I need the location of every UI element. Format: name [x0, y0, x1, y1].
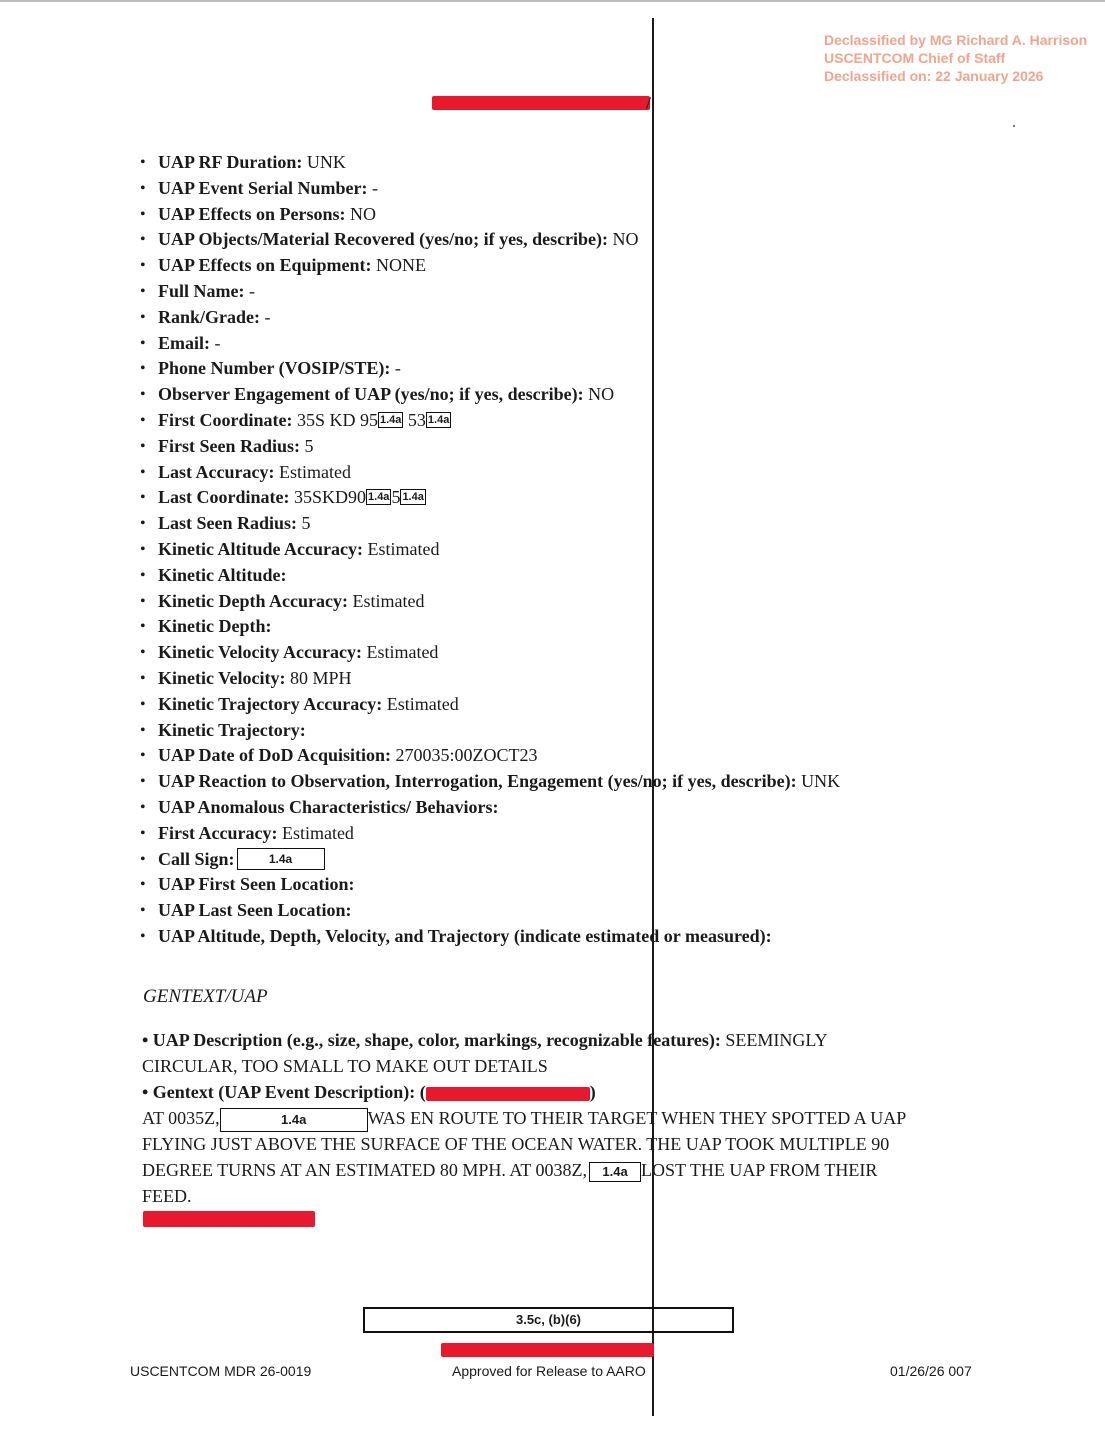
field-value: Estimated: [382, 693, 459, 714]
field-item: [140, 408, 1040, 434]
field-item: [140, 795, 1040, 821]
redaction-box: 1.4a: [402, 491, 424, 504]
event-line-3: [142, 1157, 877, 1183]
field-label: UAP Effects on Equipment:: [158, 255, 372, 276]
field-value: 35S KD 95: [292, 409, 378, 430]
field-label: Kinetic Velocity Accuracy:: [158, 642, 362, 663]
uap-field-list: [140, 150, 1040, 950]
stamp-line-3: Declassified on: 22 January 2026: [824, 68, 1044, 84]
field-item: [140, 382, 1040, 408]
event-line-3-start: DEGREE TURNS AT AN ESTIMATED 80 MPH. AT 0038Z,: [142, 1160, 588, 1180]
field-label: Last Accuracy:: [158, 461, 275, 482]
field-value: 5: [300, 435, 314, 456]
field-label: UAP Date of DoD Acquisition:: [158, 745, 391, 766]
gentext-event-label: • Gentext (UAP Event Description):: [142, 1082, 416, 1102]
field-label: Kinetic Velocity:: [158, 667, 286, 688]
field-label: First Seen Radius:: [158, 435, 301, 456]
top-border: [0, 0, 1105, 2]
field-item: [140, 150, 1040, 176]
field-value: 5: [297, 513, 311, 534]
event-line-4: FEED.: [142, 1186, 192, 1206]
field-label: UAP First Seen Location:: [158, 874, 355, 895]
field-label: Last Coordinate:: [158, 487, 290, 508]
field-item: [140, 279, 1040, 305]
field-item: [140, 847, 1040, 873]
field-item: [140, 872, 1040, 898]
field-label: First Coordinate:: [158, 409, 293, 430]
stamp-line-2: USCENTCOM Chief of Staff: [824, 50, 1006, 66]
uap-description-line2: CIRCULAR, TOO SMALL TO MAKE OUT DETAILS: [142, 1056, 548, 1076]
uap-description-value: SEEMINGLY: [720, 1030, 828, 1050]
field-value: Estimated: [274, 461, 351, 482]
field-label: Kinetic Altitude Accuracy:: [158, 538, 363, 559]
field-value: NO: [608, 229, 639, 250]
field-label: Full Name:: [158, 280, 245, 301]
field-value: UNK: [302, 152, 346, 172]
field-item: [140, 589, 1040, 615]
field-item: [140, 511, 1040, 537]
field-item: [140, 485, 1040, 511]
field-item: [140, 666, 1040, 692]
field-label: Kinetic Trajectory:: [158, 719, 306, 740]
footer-center: Approved for Release to AARO: [452, 1363, 646, 1379]
field-label: Kinetic Altitude:: [158, 564, 287, 585]
gentext-heading: GENTEXT/UAP: [143, 986, 268, 1007]
redaction-box: 1.4a: [380, 413, 402, 426]
field-item: [140, 563, 1040, 589]
field-item: [140, 614, 1040, 640]
event-line-3-redaction: 1.4a: [589, 1162, 641, 1182]
field-value: -: [390, 358, 401, 379]
field-item: [140, 769, 1040, 795]
uap-description-label: • UAP Description (e.g., size, shape, color, markings, recognizable features):: [142, 1030, 721, 1050]
stamp-line-1: Declassified by MG Richard A. Harrison: [824, 32, 1088, 48]
field-value: Estimated: [347, 590, 425, 611]
gentext-event-label-line: [142, 1079, 596, 1105]
field-value-continued: 53: [403, 409, 426, 430]
redaction-box: 1.4a: [427, 413, 450, 426]
field-value: NO: [583, 384, 615, 405]
field-value: -: [367, 177, 378, 198]
field-item: [140, 331, 1040, 357]
field-item: [140, 227, 1040, 253]
redaction-box: 1.4a: [368, 491, 390, 504]
field-item: [140, 202, 1040, 228]
field-item: [140, 537, 1040, 563]
field-item: [140, 743, 1040, 769]
classification-exemption-box: 3.5c, (b)(6): [363, 1307, 734, 1333]
field-item: [140, 253, 1040, 279]
field-item: [140, 305, 1040, 331]
event-line-1-end: WAS EN ROUTE TO THEIR TARGET WHEN THEY SPOTTED A UAP: [367, 1108, 907, 1128]
field-item: [140, 821, 1040, 847]
footer-right: 01/26/26 007: [890, 1363, 972, 1379]
field-label: Rank/Grade:: [158, 306, 261, 327]
scan-speck: [1013, 125, 1015, 127]
field-item: [140, 692, 1040, 718]
event-line-2: FLYING JUST ABOVE THE SURFACE OF THE OCEAN WATER. THE UAP TOOK MULTIPLE 90: [142, 1134, 890, 1154]
field-label: UAP Objects/Material Recovered (yes/no; if yes, describe):: [158, 229, 609, 250]
event-line-1-start: AT 0035Z,: [142, 1108, 220, 1128]
uap-description: [142, 1027, 828, 1053]
field-item: [140, 718, 1040, 744]
field-label: First Accuracy:: [158, 822, 278, 843]
event-line-1: [142, 1105, 906, 1132]
field-value-continued: 5: [391, 487, 401, 508]
field-value: 35SKD90: [289, 487, 367, 508]
field-value: -: [260, 306, 271, 327]
field-label: UAP RF Duration:: [158, 152, 303, 172]
field-value: NONE: [371, 255, 427, 276]
field-label: UAP Anomalous Characteristics/ Behaviors:: [158, 796, 499, 817]
paren-open: (: [415, 1082, 426, 1102]
field-item: [140, 176, 1040, 202]
field-label: Kinetic Trajectory Accuracy:: [158, 693, 383, 714]
field-item: [140, 356, 1040, 382]
field-label: Observer Engagement of UAP (yes/no; if yes, describe):: [158, 384, 584, 405]
event-line-1-redaction: 1.4a: [220, 1108, 368, 1132]
redaction-box: 1.4a: [237, 848, 325, 870]
field-value: Estimated: [361, 642, 439, 663]
footer-classification-redaction: [143, 1211, 315, 1227]
field-label: Call Sign:: [158, 848, 235, 869]
field-item: [140, 460, 1040, 486]
field-value: 270035:00ZOCT23: [391, 745, 538, 766]
field-label: Kinetic Depth Accuracy:: [158, 590, 348, 611]
declassification-stamp: [824, 31, 1087, 85]
field-item: [140, 434, 1040, 460]
field-label: UAP Effects on Persons:: [158, 203, 346, 224]
field-value: NO: [345, 203, 376, 224]
field-value: 80 MPH: [285, 667, 352, 688]
field-value: Estimated: [277, 822, 354, 843]
field-value: Estimated: [362, 538, 440, 559]
header-redaction-bar: [432, 96, 650, 110]
field-item: [140, 640, 1040, 666]
field-label: UAP Event Serial Number:: [158, 177, 368, 198]
field-label: UAP Reaction to Observation, Interrogation, Engagement (yes/no; if yes, describe):: [158, 771, 797, 792]
field-label: Kinetic Depth:: [158, 616, 272, 637]
event-line-3-end: LOST THE UAP FROM THEIR: [641, 1160, 878, 1180]
field-item: [140, 924, 1040, 950]
footer-left: USCENTCOM MDR 26-0019: [130, 1363, 312, 1379]
field-label: UAP Last Seen Location:: [158, 900, 352, 921]
field-value: -: [210, 332, 221, 353]
event-classification-redaction: [426, 1087, 590, 1101]
field-value: -: [244, 280, 255, 301]
paren-close: ): [589, 1082, 596, 1102]
field-label: Email:: [158, 332, 210, 353]
field-label: Last Seen Radius:: [158, 513, 298, 534]
field-label: UAP Altitude, Depth, Velocity, and Trajectory (indicate estimated or measured):: [158, 925, 772, 946]
field-label: Phone Number (VOSIP/STE):: [158, 358, 391, 379]
bottom-redaction-bar: [441, 1343, 654, 1357]
field-value: UNK: [796, 771, 841, 792]
field-item: [140, 898, 1040, 924]
